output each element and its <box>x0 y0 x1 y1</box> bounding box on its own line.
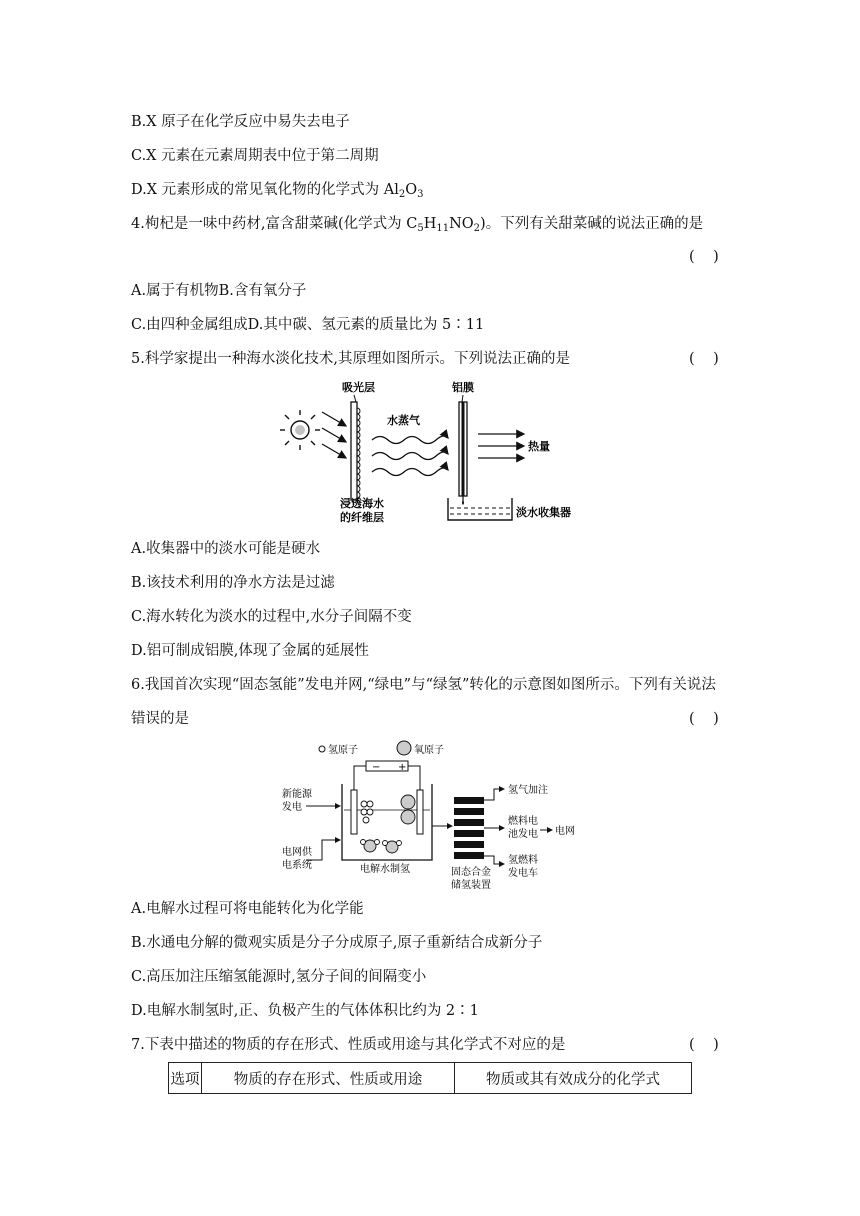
q4-options-ab: A.属于有机物B.含有氧分子 <box>131 283 307 299</box>
q4-answer-paren: ( ) <box>689 249 719 265</box>
vapor-label: 水蒸气 <box>387 414 420 427</box>
q5-option-a: A.收集器中的淡水可能是硬水 <box>131 541 321 557</box>
q6-answer-paren: ( ) <box>689 711 719 727</box>
hydrogen-atom-icon <box>319 746 325 752</box>
light-arrows <box>322 412 346 458</box>
solid-alloy-storage <box>454 797 484 859</box>
q7-table <box>168 1062 692 1094</box>
plus-sign: + <box>398 762 407 773</box>
foil-label: 铝膜 <box>452 381 474 394</box>
header-option: 选项 <box>169 1063 202 1094</box>
q6-option-b: B.水通电分解的微观实质是分子分成原子,原子重新结合成新分子 <box>131 935 543 951</box>
q6-stem-line1: 6.我国首次实现“固态氢能”发电并网,“绿电”与“绿氢”转化的示意图如图所示。下列有关说法 <box>131 677 716 693</box>
q5-option-c: C.海水转化为淡水的过程中,水分子间隔不变 <box>131 609 412 625</box>
output-refuel: 氢气加注 <box>508 785 548 796</box>
q3-option-c: C.X 元素在元素周期表中位于第二周期 <box>131 148 379 164</box>
output-vehicle-1: 氢燃料 <box>508 855 538 866</box>
legend-oxygen: 氧原子 <box>414 745 444 756</box>
output-grid: 电网 <box>555 826 575 837</box>
q6-option-d: D.电解水制氢时,正、负极产生的气体体积比约为 2∶1 <box>131 1003 479 1019</box>
output-fuelcell-1: 燃料电 <box>508 816 538 827</box>
desalination-diagram <box>280 378 590 526</box>
header-description: 物质的存在形式、性质或用途 <box>202 1063 455 1094</box>
q3-option-b: B.X 原子在化学反应中易失去电子 <box>131 114 350 130</box>
fiber-label-2: 的纤维层 <box>340 511 384 524</box>
storage-label-2: 储氢装置 <box>451 880 491 890</box>
q3-option-d: D.X 元素形成的常见氧化物的化学式为 $Al_2O_3$ <box>131 182 424 200</box>
q4-options-cd: C.由四种金属组成D.其中碳、氢元素的质量比为 5∶11 <box>131 317 485 333</box>
fiber-label-1: 浸透海水 <box>340 497 384 510</box>
q5-answer-paren: ( ) <box>689 351 719 367</box>
q5-option-d: D.铝可制成铝膜,体现了金属的延展性 <box>131 643 369 659</box>
sun-icon <box>280 410 320 450</box>
storage-label-1: 固态合金 <box>451 867 491 878</box>
legend-hydrogen: 氢原子 <box>328 745 358 756</box>
collector-label: 淡水收集器 <box>516 506 571 519</box>
table-header-row <box>169 1063 692 1094</box>
heat-label: 热量 <box>528 440 550 453</box>
new-energy-label-1: 新能源 <box>282 789 312 800</box>
output-vehicle-2: 发电车 <box>508 868 538 879</box>
grid-label-2: 电系统 <box>282 860 312 871</box>
oxygen-atom-icon <box>397 741 411 755</box>
grid-label-1: 电网供 <box>282 847 312 858</box>
heat-arrows <box>478 434 524 458</box>
q6-stem-line2: 错误的是 <box>131 711 189 727</box>
hydrogen-energy-diagram <box>282 740 598 890</box>
q4-stem: 4.枸杞是一味中药材,富含甜菜碱(化学式为 $C_5H_{11}NO_2$)。下列有关甜菜碱的说法正确的是 <box>131 216 704 234</box>
absorb-layer <box>351 402 357 500</box>
electrolysis-label: 电解水制氢 <box>360 864 410 875</box>
q7-stem: 7.下表中描述的物质的存在形式、性质或用途与其化学式不对应的是 <box>131 1037 566 1053</box>
q6-option-c: C.高压加注压缩氢能源时,氢分子间的间隔变小 <box>131 969 427 985</box>
q5-option-b: B.该技术利用的净水方法是过滤 <box>131 575 335 591</box>
new-energy-label-2: 发电 <box>282 802 302 813</box>
q6-option-a: A.电解水过程可将电能转化为化学能 <box>131 901 364 917</box>
vapor-waves <box>372 436 448 476</box>
header-formula: 物质或其有效成分的化学式 <box>455 1063 692 1094</box>
minus-sign: − <box>372 762 381 773</box>
fresh-water-collector <box>448 498 512 520</box>
q5-stem: 5.科学家提出一种海水淡化技术,其原理如图所示。下列说法正确的是 <box>131 351 570 367</box>
absorb-layer-label: 吸光层 <box>342 381 375 394</box>
q7-answer-paren: ( ) <box>689 1037 719 1053</box>
output-fuelcell-2: 池发电 <box>508 829 538 840</box>
